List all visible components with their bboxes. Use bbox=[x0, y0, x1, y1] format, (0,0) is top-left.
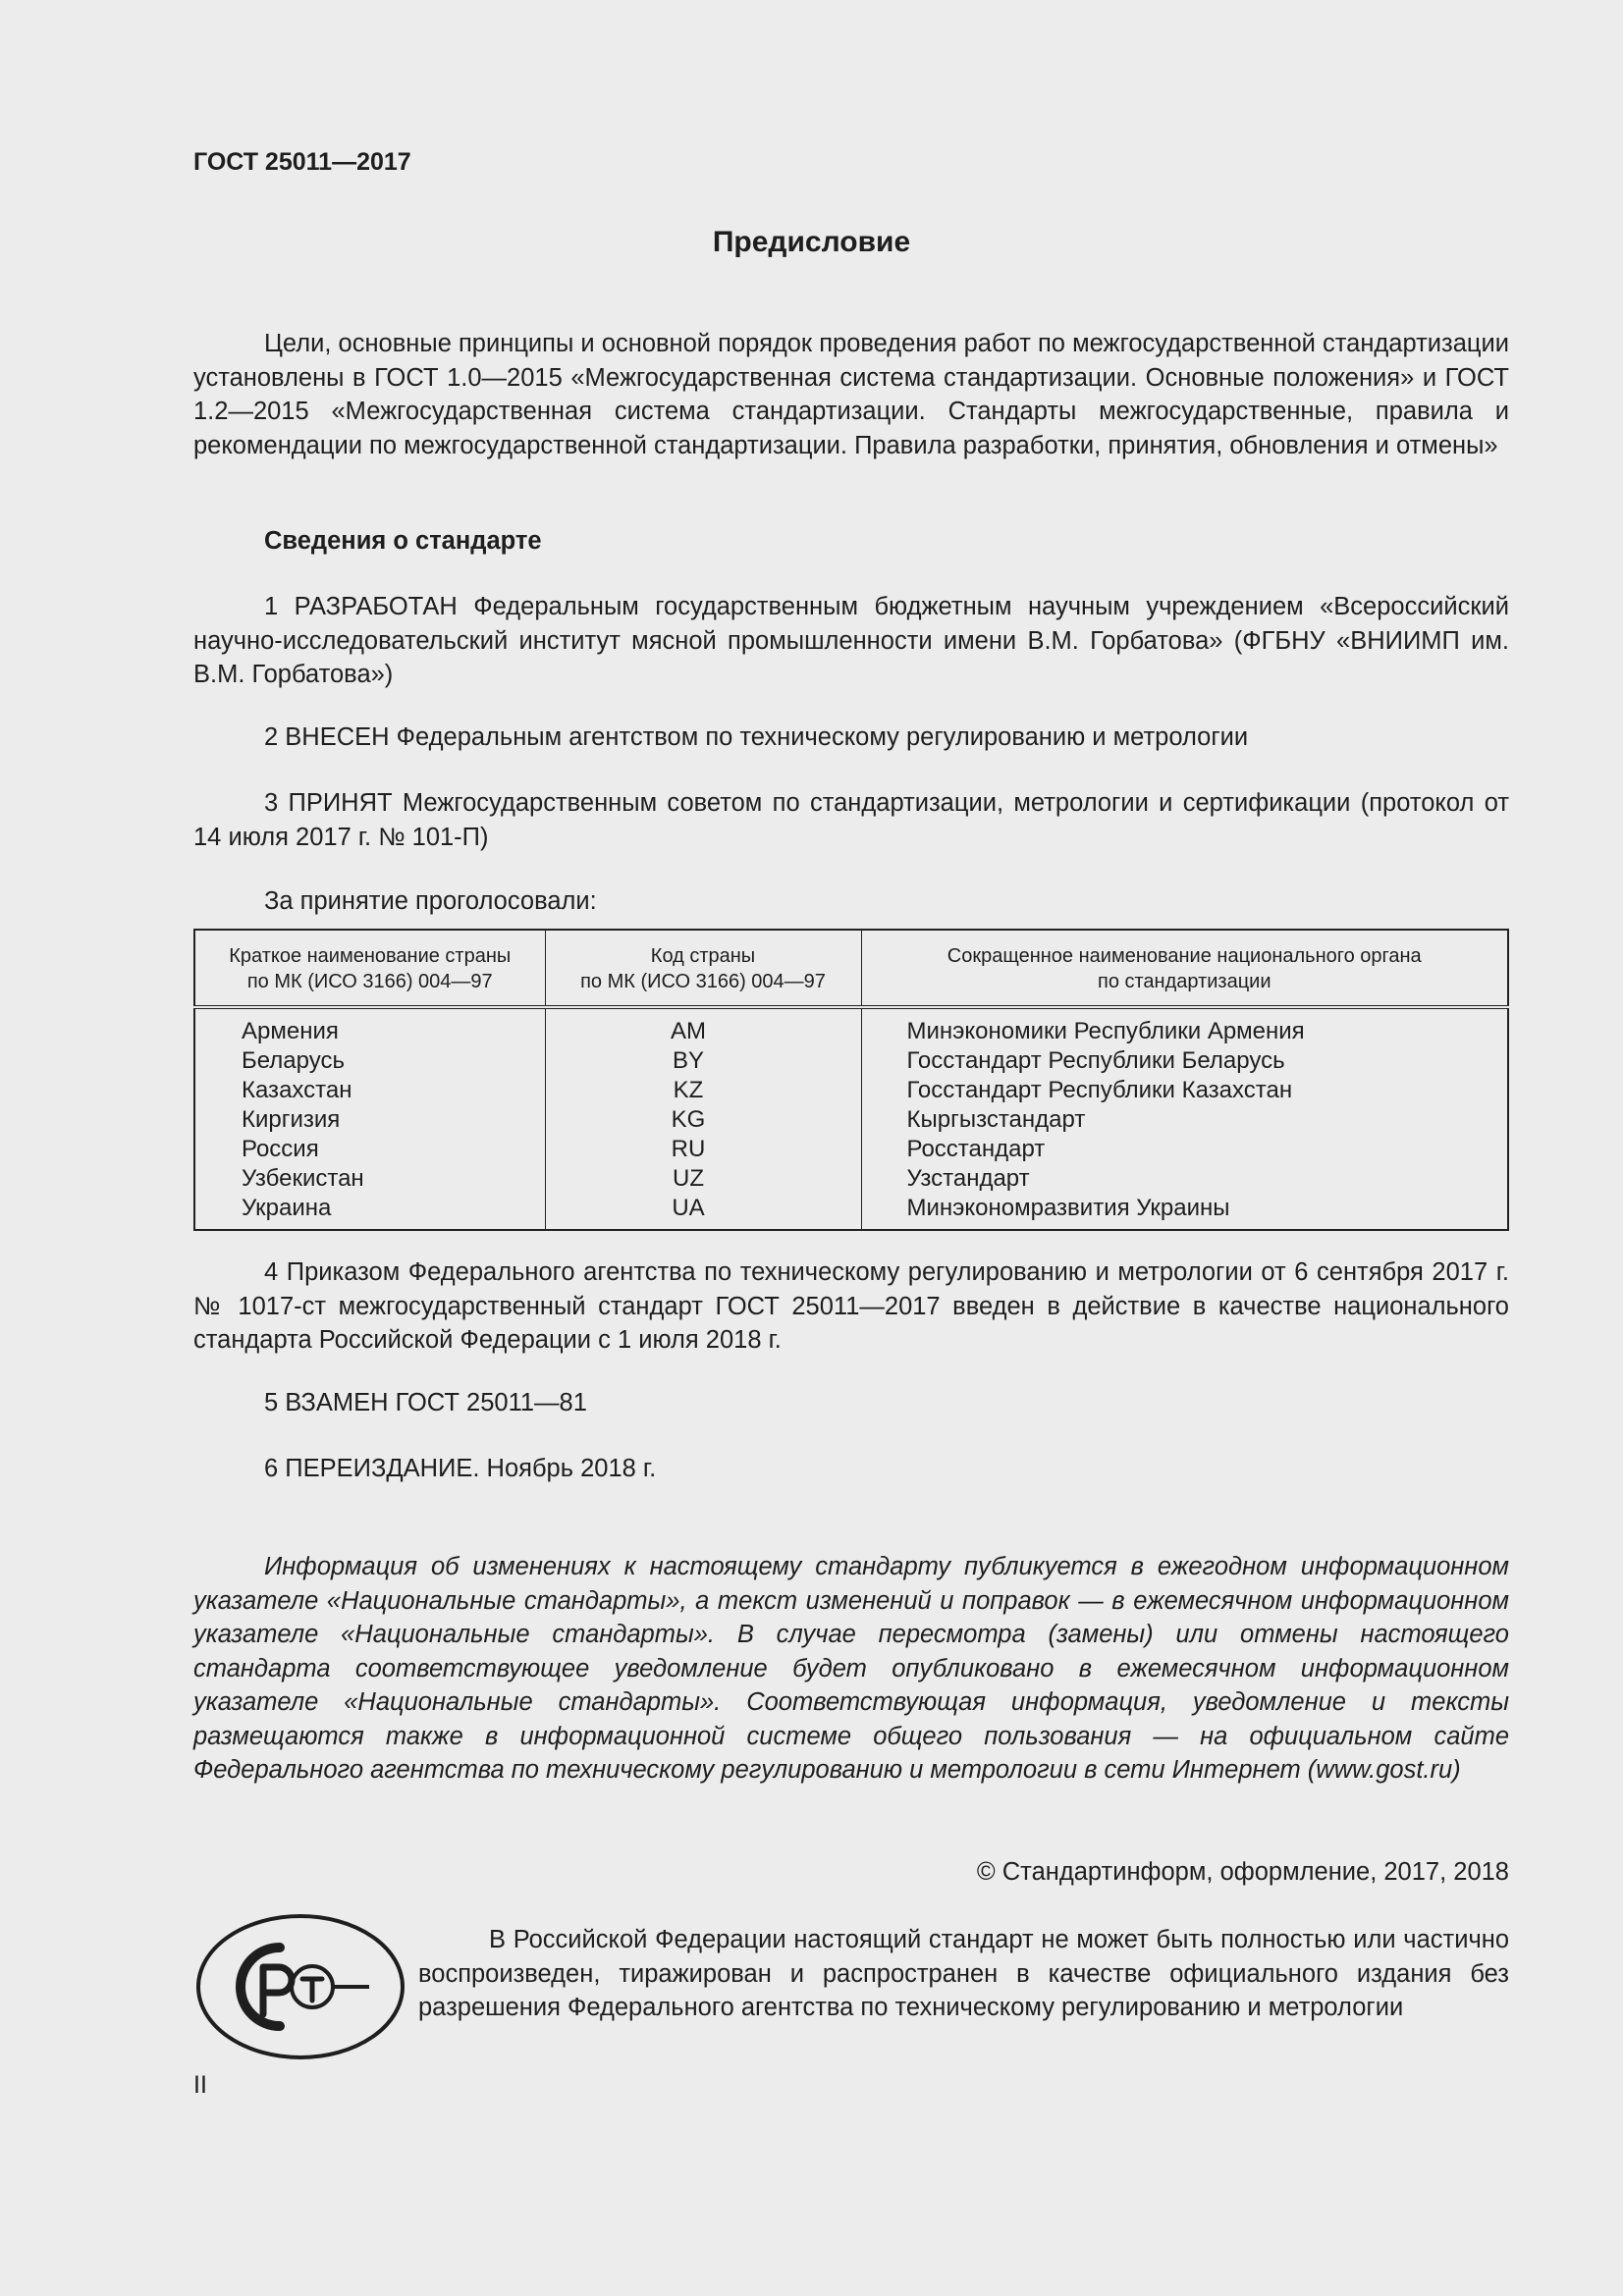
page-number: II bbox=[193, 2071, 207, 2099]
country-name: Украина bbox=[242, 1195, 332, 1221]
column-header-country bbox=[194, 930, 545, 1007]
item-5-paragraph: 5 ВЗАМЕН ГОСТ 25011—81 bbox=[264, 1389, 587, 1416]
organization-name: Кыргызстандарт bbox=[906, 1106, 1086, 1133]
column-header-line: по стандартизации bbox=[1097, 971, 1271, 992]
column-header-line: по МК (ИСО 3166) 004—97 bbox=[580, 971, 826, 992]
item-3-paragraph: 3 ПРИНЯТ Межгосударственным советом по стандартизации, метрологии и сертификации (протокол от 14 июля 2017 г. № 101-П) bbox=[193, 789, 1509, 851]
organization-name: Госстандарт Республики Беларусь bbox=[906, 1047, 1285, 1074]
column-header-code bbox=[545, 930, 861, 1007]
country-cell bbox=[194, 1007, 545, 1230]
country-code: AM bbox=[671, 1018, 706, 1044]
organization-cell bbox=[861, 1007, 1508, 1230]
item-1-paragraph: 1 РАЗРАБОТАН Федеральным государственным бюджетным научным учреждением «Всероссийский научно-исследовательский институт мясной промышленности имени В.М. Горбатова» (ФГБНУ «ВНИИМП им. В.М. Горбатова») bbox=[193, 593, 1509, 688]
column-header-organization bbox=[861, 930, 1508, 1007]
item-2-paragraph: 2 ВНЕСЕН Федеральным агентством по техническому регулированию и метрологии bbox=[264, 723, 1249, 751]
info-heading: Сведения о стандарте bbox=[264, 527, 542, 555]
item-6-paragraph: 6 ПЕРЕИЗДАНИЕ. Ноябрь 2018 г. bbox=[264, 1455, 657, 1482]
voted-label: За принятие проголосовали: bbox=[264, 887, 597, 915]
country-name: Киргизия bbox=[242, 1106, 341, 1133]
organization-name: Минэкономики Республики Армения bbox=[906, 1018, 1305, 1044]
table-body-row bbox=[194, 1007, 1508, 1230]
country-code: RU bbox=[671, 1136, 706, 1162]
column-header-line: Сокращенное наименование национального органа bbox=[947, 945, 1422, 967]
organization-name: Госстандарт Республики Казахстан bbox=[906, 1077, 1293, 1103]
country-code: UZ bbox=[673, 1165, 704, 1192]
rst-logo-icon bbox=[194, 1912, 406, 2061]
document-header: ГОСТ 25011—2017 bbox=[193, 148, 411, 176]
country-name: Узбекистан bbox=[242, 1165, 364, 1192]
country-code: UA bbox=[672, 1195, 705, 1221]
page-title: Предисловие bbox=[712, 226, 911, 258]
footer-paragraph: В Российской Федерации настоящий стандарт не может быть полностью или частично воспроизведен, тиражирован и распространен в качестве официального издания без разрешения Федерального агентства по техническому регулированию и метрологии bbox=[418, 1926, 1509, 2021]
column-header-line: Краткое наименование страны bbox=[229, 945, 512, 967]
country-name: Казахстан bbox=[242, 1077, 352, 1103]
table-header-row bbox=[194, 930, 1508, 1007]
column-header-line: по МК (ИСО 3166) 004—97 bbox=[246, 971, 493, 992]
country-code: BY bbox=[672, 1047, 704, 1074]
notice-paragraph: Информация об изменениях к настоящему стандарту публикуется в ежегодном информационном указателе «Национальные стандарты», а текст изменений и поправок — в ежемесячном информационном указателе «Национальные стандарты». В случае пересмотра (замены) или отмены настоящего стандарта соответствующее уведомление будет опубликовано в ежемесячном информационном указателе «Национальные стандарты». Соответствующая информация, уведомление и тексты размещаются также в информационной системе общего пользования — на официальном сайте Федерального агентства по техническому регулированию и метрологии в сети Интернет (www.gost.ru) bbox=[193, 1553, 1509, 1784]
organization-name: Минэкономразвития Украины bbox=[906, 1195, 1230, 1221]
country-name: Армения bbox=[242, 1018, 339, 1044]
organization-name: Росстандарт bbox=[906, 1136, 1046, 1162]
copyright-line: © Стандартинформ, оформление, 2017, 2018 bbox=[976, 1858, 1509, 1886]
code-cell bbox=[545, 1007, 861, 1230]
country-name: Беларусь bbox=[242, 1047, 345, 1074]
intro-paragraph: Цели, основные принципы и основной порядок проведения работ по межгосударственной стандартизации установлены в ГОСТ 1.0—2015 «Межгосударственная система стандартизации. Основные положения» и ГОСТ 1.2—2015 «Межгосударственная система стандартизации. Стандарты межгосударственные, правила и рекомендации по межгосударственной стандартизации. Правила разработки, принятия, обновления и отмены» bbox=[193, 330, 1509, 459]
country-code: KZ bbox=[673, 1077, 704, 1103]
organization-name: Узстандарт bbox=[906, 1165, 1030, 1192]
item-4-paragraph: 4 Приказом Федерального агентства по техническому регулированию и метрологии от 6 сентября 2017 г. № 1017-ст межгосударственный стандарт ГОСТ 25011—2017 введен в действие в качестве национального стандарта Российской Федерации с 1 июля 2018 г. bbox=[193, 1258, 1509, 1354]
country-code: KG bbox=[671, 1106, 706, 1133]
country-name: Россия bbox=[242, 1136, 319, 1162]
column-header-line: Код страны bbox=[650, 945, 756, 967]
voting-table bbox=[193, 929, 1509, 1231]
